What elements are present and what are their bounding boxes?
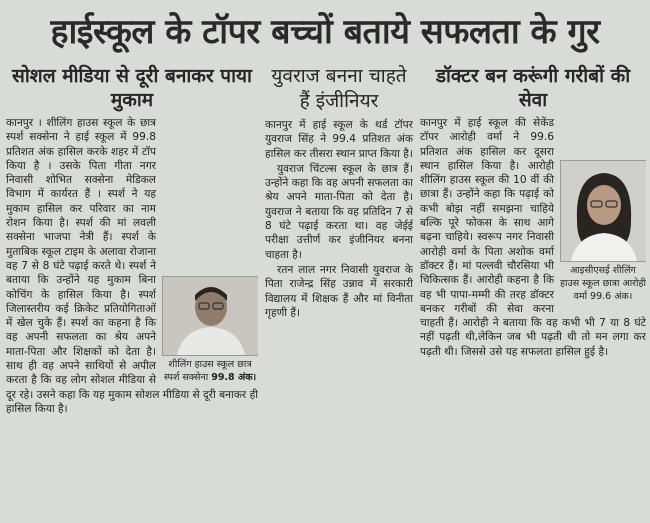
headline: हाईस्कूल के टॉपर बच्चों बताये सफलता के गुर — [50, 12, 600, 52]
caption-text-1: शीलिंग हाउस स्कूल छात्र स्पर्श सक्सेना — [163, 359, 252, 383]
article-column-2 — [265, 64, 413, 520]
article-body-2 — [265, 118, 413, 320]
paragraph: कानपुर । शीलिंग हाउस स्कूल के छात्र स्पर्श सक्सेना ने हाई स्कूल में 99.8 प्रतिशत अंक हासिल करके शहर में टॉप किया है । उसके पिता गीता नगर निवासी शोभित सक्सेना मेडिकल विभाग में कार्यरत हैं । स्पर्श ने यह मुकाम हासिल कर परिवार का नाम रोशन किया है। स्पर्श की मां लवली सक्सेना भाजपा नेत्री हैं। स्पर्श के मुताबिक स्कूल टाइम के अलावा रोजाना वह 7 से 8 घंटे पढ़ाई करते थे। स्पर्श ने बताया कि उन्होंने यह मुकाम बिना कोचिंग के हासिल किया है। स्पर्श जिलास्तरीय कई क्रिकेट प्रतियोगिताओं में खेल चुके हैं। स्पर्श का कहना है कि वह अपनी सफलता का श्रेय अपने माता-पिता और शिक्षकों को देता है। साथ ही वह अपने साथियों से अपील करता है कि वह लोग सोशल मीडिया से दूर रहे। उसने कहा कि यह मुकाम सोशल मीडिया से दूरी बनाकर ही हासिल किया है। — [6, 117, 258, 415]
article-column-1 — [6, 64, 258, 520]
person-photo-icon — [163, 277, 258, 355]
paragraph: युवराज चिंटल्स स्कूल के छात्र हैं। उन्होंने कहा कि वह अपनी सफलता का श्रेय अपने माता-पिता को देता है। युवराज ने बताया कि वह प्रतिदिन 7 से 8 घंटे पढ़ाई करता था। वह जेईई परीक्षा उत्तीर्ण कर इंजीनियर बनना चाहता है। — [265, 162, 413, 261]
photo-box-1 — [162, 276, 258, 384]
subheadline-1: सोशल मीडिया से दूरी बनाकर पाया मुकाम — [12, 65, 252, 111]
photo-caption-3: आइसीएसई शीलिंग हाउस स्कूल छात्रा आरोही वर्मा 99.6 अंक। — [560, 265, 646, 302]
subheadline-2: युवराज बनना चाहते हैं इंजीनियर — [271, 65, 407, 112]
caption-score-1: 99.8 अंक। — [211, 372, 257, 383]
paragraph: कानपुर में हाई स्कूल के थर्ड टॉपर युवराज सिंह ने 99.4 प्रतिशत अंक हासिल कर तीसरा स्थान प्राप्त किया है। — [265, 119, 413, 160]
paragraph: रतन लाल नगर निवासी युवराज के पिता राजेन्द्र सिंह उन्नाव में सरकारी विद्यालय में शिक्षक हैं और मां विनीता गृहणी हैं। — [265, 263, 413, 319]
person-photo-icon — [561, 161, 646, 261]
subheadline-3: डॉक्टर बन करूंगी गरीबों की सेवा — [435, 65, 631, 111]
photo-caption-1 — [162, 358, 258, 384]
student-photo-3 — [560, 160, 646, 262]
photo-box-3 — [560, 160, 646, 303]
article-column-3 — [420, 64, 646, 520]
student-photo-1 — [162, 276, 258, 356]
paragraph: कानपुर में हाई स्कूल की सेकेंड टॉपर आरोही वर्मा ने 99.6 प्रतिशत अंक हासिल कर दूसरा स्थान हासिल किया है। आरोही शीलिंग हाउस स्कूल की 10 वीं की छात्रा हैं। उन्होंने कहा कि पढ़ाई को कभी बोझ नहीं समझना चाहिये बल्कि पूरे फोकस के साथ आगे बढ़ना चाहिये। स्वरूप नगर निवासी आरोही वर्मा के पिता अशोक वर्मा डॉक्टर हैं। मां पल्लवी चौरसिया भी चिकित्सक हैं। आरोही कहना है कि वह भी पापा-मम्मी की तरह डॉक्टर बनकर गरीबों की सेवा करना चाहती हैं। आरोही ने बताया कि वह कभी भी 7 या 8 घंटे नहीं पढ़ती थी,लेकिन जब भी पढ़ती थी तो मन लगा कर पढ़ती थी। जिससे उसे यह सफलता हासिल हुई है। — [420, 117, 646, 358]
